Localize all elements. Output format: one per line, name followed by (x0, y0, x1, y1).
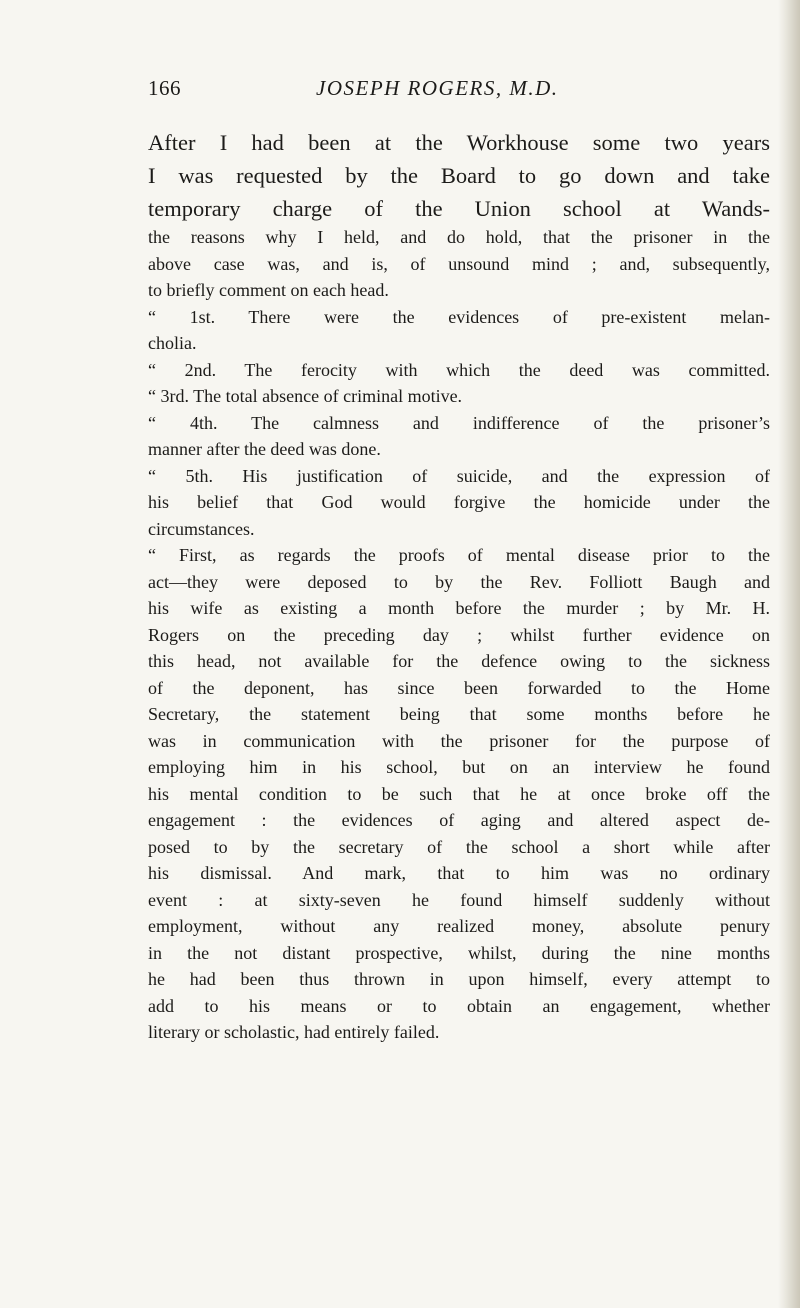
text-line: event : at sixty-seven he found himself suddenly without (148, 889, 770, 910)
text-line: engagement : the evidences of aging and altered aspect de- (148, 810, 770, 830)
text-line: After I had been at the Workhouse some two years (148, 130, 770, 155)
text-line: Secretary, the statement being that some months before he (148, 704, 770, 724)
text-line: I was requested by the Board to go down and take (148, 163, 770, 188)
page-number: 166 (148, 76, 181, 100)
text-line: his dismissal. And mark, that to him was no ordinary (148, 863, 770, 883)
text-line: “ 1st. There were the evidences of pre-existent melan- (148, 306, 770, 327)
text-line: “ 2nd. The ferocity with which the deed was committed. (148, 359, 770, 380)
text-line: act—they were deposed to by the Rev. Folliott Baugh and (148, 571, 770, 592)
text-line: “ First, as regards the proofs of mental disease prior to the (148, 545, 770, 565)
text-line: Rogers on the preceding day ; whilst further evidence on (148, 624, 770, 645)
text-line: his mental condition to be such that he at once broke off the (148, 783, 770, 804)
text-line: was in communication with the prisoner for the purpose of (148, 730, 770, 751)
text-line: in the not distant prospective, whilst, during the nine months (148, 942, 770, 963)
text-line: “ 3rd. The total absence of criminal motive. (148, 386, 463, 406)
text-line: temporary charge of the Union school at Wands- (148, 196, 770, 221)
page-edge-shadow (778, 0, 800, 1308)
text-line: his belief that God would forgive the homicide under the (148, 492, 770, 512)
text-line: of the deponent, has since been forwarded to the Home (148, 677, 770, 698)
text-line: he had been thus thrown in upon himself, every attempt to (148, 969, 770, 989)
text-line: the reasons why I held, and do hold, that the prisoner in the (148, 227, 770, 247)
text-line: add to his means or to obtain an engagement, whether (148, 995, 770, 1016)
text-line: manner after the deed was done. (148, 439, 381, 459)
text-line: this head, not available for the defence owing to the sickness (148, 651, 770, 671)
text-line: his wife as existing a month before the murder ; by Mr. H. (148, 598, 770, 618)
text-line: employing him in his school, but on an interview he found (148, 757, 770, 777)
text-line: cholia. (148, 333, 197, 353)
body-text-small (148, 224, 770, 1046)
text-line: posed to by the secretary of the school a short while after (148, 836, 770, 857)
text-line: “ 5th. His justification of suicide, and the expression of (148, 465, 770, 486)
text-line: to briefly comment on each head. (148, 280, 389, 300)
text-line: literary or scholastic, had entirely failed. (148, 1022, 440, 1042)
running-head (148, 76, 668, 106)
text-line: above case was, and is, of unsound mind ; and, subsequently, (148, 253, 770, 274)
text-line: employment, without any realized money, absolute penury (148, 916, 770, 936)
body-text-large (148, 126, 770, 225)
text-line: “ 4th. The calmness and indifference of the prisoner’s (148, 412, 770, 433)
text-line: circumstances. (148, 518, 255, 539)
running-title: JOSEPH ROGERS, M.D. (316, 76, 559, 100)
